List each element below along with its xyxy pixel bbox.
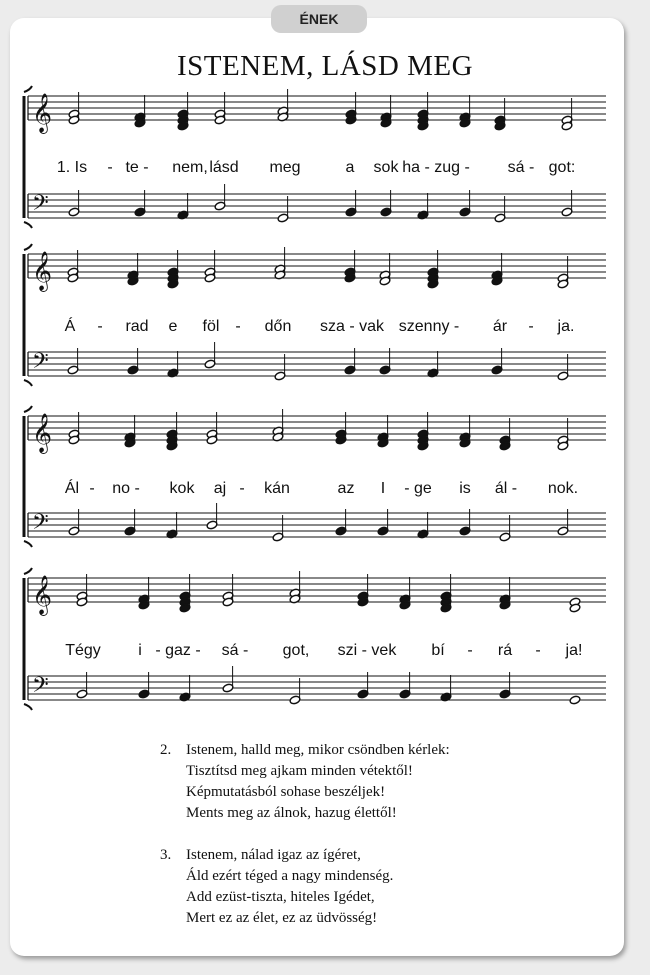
treble-clef-icon: 𝄞 <box>32 413 53 453</box>
treble-clef-icon: 𝄞 <box>32 93 53 133</box>
lyric-syllable: sok <box>373 159 399 176</box>
lyric-syllable: bí <box>431 642 445 659</box>
lyric-syllable: - gaz - <box>155 642 201 659</box>
lyric-syllable: meg <box>269 159 301 176</box>
lyric-syllable: i <box>138 642 142 659</box>
verse-line: Add ezüst-tiszta, hiteles Igédet, <box>186 889 375 905</box>
lyric-syllable: - <box>107 159 113 176</box>
verse-3 <box>160 845 450 929</box>
bracket-hook <box>24 222 32 228</box>
verse-line: Ments meg az álnok, hazug élettől! <box>186 805 397 821</box>
lyric-syllable: - ge <box>404 480 432 497</box>
lyric-syllable: ál - <box>494 480 518 497</box>
verses <box>160 740 450 950</box>
bracket-hook <box>24 86 32 92</box>
lyric-syllable: ja. <box>557 318 575 335</box>
verse-line: Mert ez az élet, ez az üdvösség! <box>186 910 378 926</box>
lyric-syllable: szenny - <box>398 318 460 335</box>
bass-note <box>569 695 581 705</box>
lyric-syllable: ha - zug - <box>402 159 470 176</box>
lyric-syllable: sá - <box>221 642 249 659</box>
verse-line: Képmutatásból sohase beszéljek! <box>186 784 386 800</box>
lyric-syllable: Ál <box>64 480 80 497</box>
lyric-syllable: Á <box>64 318 76 335</box>
lyric-syllable: - <box>528 318 534 335</box>
lyric-syllable: ár <box>492 318 508 335</box>
lyric-syllable: rad <box>125 318 149 335</box>
bass-clef-icon: 𝄢 <box>32 673 49 703</box>
lyric-syllable: - <box>97 318 103 335</box>
verse-number: 2. <box>160 742 172 758</box>
lyric-syllable: got, <box>282 642 310 659</box>
lyric-syllable: kok <box>169 480 195 497</box>
bracket-hook <box>24 541 32 547</box>
verse-line: Tisztítsd meg ajkam minden vétektől! <box>186 763 413 779</box>
lyric-syllable: e <box>168 318 178 335</box>
verse-line: Áld ezért téged a nagy mindenség. <box>186 868 394 884</box>
bracket-hook <box>24 568 32 574</box>
lyric-syllable: - <box>239 480 245 497</box>
lyric-syllable: nem, <box>172 159 208 176</box>
lyric-syllable: aj <box>213 480 227 497</box>
bracket-hook <box>24 380 32 386</box>
lyric-syllable: lásd <box>209 159 239 176</box>
lyric-syllable: - <box>89 480 95 497</box>
bracket-hook <box>24 406 32 412</box>
verse-line: Istenem, halld meg, mikor csöndben kérlek: <box>186 742 450 758</box>
lyric-syllable: az <box>337 480 355 497</box>
lyric-syllable: szi - vek <box>337 642 397 659</box>
verse-number: 3. <box>160 847 172 863</box>
lyric-syllable: ja! <box>565 642 583 659</box>
lyric-syllable: Tégy <box>65 642 101 659</box>
bracket-hook <box>24 704 32 710</box>
section-tab: ÉNEK <box>271 5 367 33</box>
lyric-syllable: got: <box>548 159 576 176</box>
lyric-syllable: dőn <box>264 318 292 335</box>
verse-line: Istenem, nálad igaz az ígéret, <box>186 847 361 863</box>
lyric-syllable: is <box>459 480 471 497</box>
lyric-syllable: no - <box>112 480 140 497</box>
lyric-syllable: - <box>235 318 241 335</box>
bass-clef-icon: 𝄢 <box>32 349 49 379</box>
treble-clef-icon: 𝄞 <box>32 251 53 291</box>
lyric-syllable: I <box>380 480 386 497</box>
song-title: ISTENEM, LÁSD MEG <box>176 50 474 82</box>
bass-clef-icon: 𝄢 <box>32 510 49 540</box>
lyric-syllable: - <box>535 642 541 659</box>
lyric-syllable: nok. <box>547 480 579 497</box>
lyric-syllable: kán <box>264 480 290 497</box>
verse-2 <box>160 740 450 824</box>
lyric-syllable: - <box>467 642 473 659</box>
lyric-syllable: föl <box>202 318 220 335</box>
treble-clef-icon: 𝄞 <box>32 575 53 615</box>
lyric-syllable: a <box>345 159 355 176</box>
lyric-syllable: 1. Is <box>56 159 88 176</box>
lyric-syllable: rá <box>497 642 513 659</box>
bass-clef-icon: 𝄢 <box>32 191 49 221</box>
lyric-syllable: sza - vak <box>319 318 385 335</box>
lyric-syllable: te - <box>125 159 149 176</box>
lyric-syllable: sá - <box>507 159 535 176</box>
bracket-hook <box>24 244 32 250</box>
